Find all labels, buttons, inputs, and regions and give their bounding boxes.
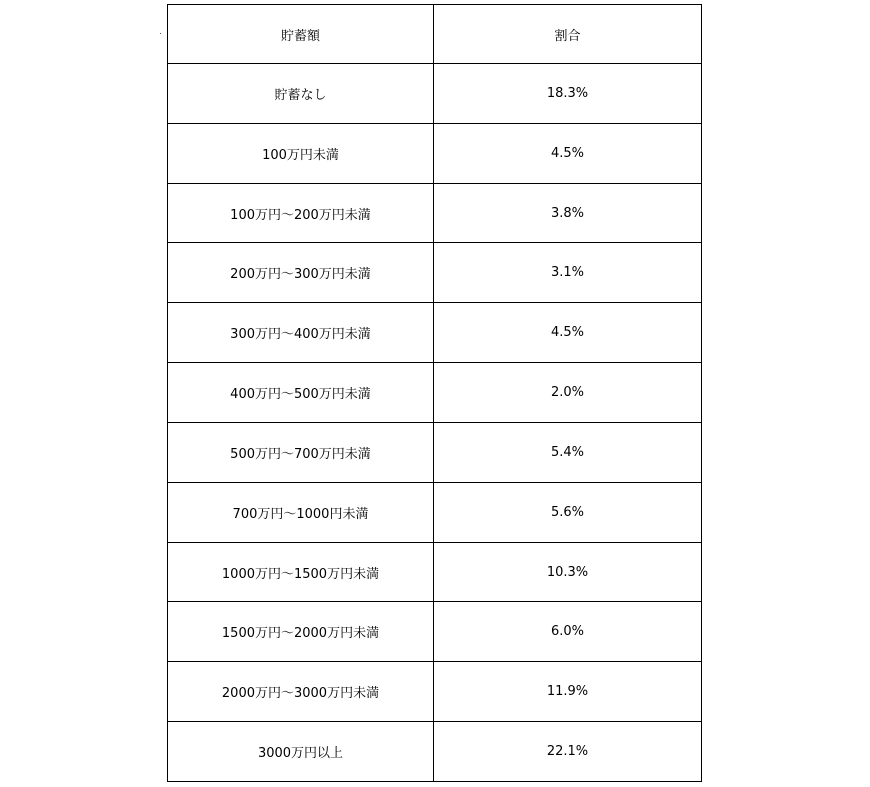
cell-savings-amount: 100万円～200万円未満	[168, 183, 434, 243]
savings-table	[167, 4, 702, 782]
table-row	[168, 183, 702, 243]
cell-savings-amount: 1500万円～2000万円未満	[168, 602, 434, 662]
table-row	[168, 64, 702, 124]
stray-mark	[160, 33, 161, 34]
cell-savings-amount: 300万円～400万円未満	[168, 303, 434, 363]
table-row	[168, 602, 702, 662]
table-row	[168, 363, 702, 423]
cell-ratio: 5.4%	[434, 422, 702, 482]
cell-ratio: 3.1%	[434, 243, 702, 303]
cell-savings-amount: 400万円～500万円未満	[168, 363, 434, 423]
table-row	[168, 482, 702, 542]
cell-ratio: 22.1%	[434, 722, 702, 782]
cell-savings-amount: 貯蓄なし	[168, 64, 434, 124]
cell-savings-amount: 100万円未満	[168, 123, 434, 183]
header-savings-amount: 貯蓄額	[168, 5, 434, 64]
table-row	[168, 243, 702, 303]
cell-savings-amount: 200万円～300万円未満	[168, 243, 434, 303]
cell-savings-amount: 1000万円～1500万円未満	[168, 542, 434, 602]
cell-ratio: 2.0%	[434, 363, 702, 423]
cell-ratio: 18.3%	[434, 64, 702, 124]
table-row	[168, 123, 702, 183]
cell-savings-amount: 3000万円以上	[168, 722, 434, 782]
table-row	[168, 722, 702, 782]
header-ratio: 割合	[434, 5, 702, 64]
table-header-row	[168, 5, 702, 64]
table-row	[168, 542, 702, 602]
cell-ratio: 4.5%	[434, 303, 702, 363]
cell-ratio: 10.3%	[434, 542, 702, 602]
table-row	[168, 303, 702, 363]
cell-ratio: 3.8%	[434, 183, 702, 243]
cell-savings-amount: 2000万円～3000万円未満	[168, 662, 434, 722]
cell-savings-amount: 500万円～700万円未満	[168, 422, 434, 482]
cell-ratio: 11.9%	[434, 662, 702, 722]
cell-ratio: 6.0%	[434, 602, 702, 662]
table-row	[168, 422, 702, 482]
table-row	[168, 662, 702, 722]
cell-savings-amount: 700万円～1000円未満	[168, 482, 434, 542]
cell-ratio: 5.6%	[434, 482, 702, 542]
savings-table-container	[167, 4, 701, 782]
cell-ratio: 4.5%	[434, 123, 702, 183]
